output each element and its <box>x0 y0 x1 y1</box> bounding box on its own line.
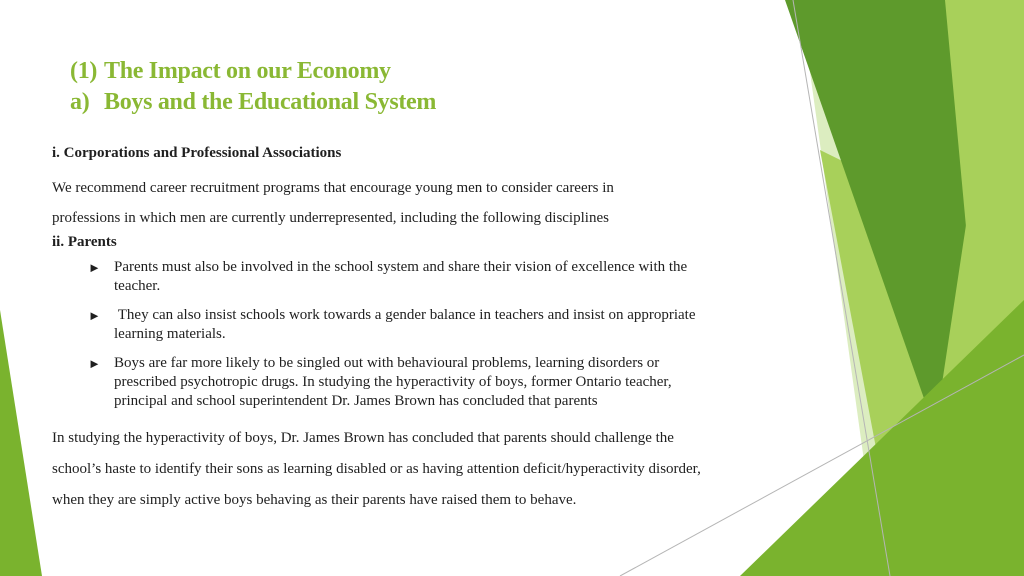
title-line-1 <box>70 56 436 87</box>
title-line-2-text: Boys and the Educational System <box>104 89 437 115</box>
arrow-bullet-icon: ► <box>88 308 101 323</box>
slide-title <box>70 56 436 118</box>
title-line-1-number: (1) <box>70 58 98 84</box>
bullet-line: principal and school superintendent Dr. James Brown has concluded that parents <box>114 393 598 409</box>
bullet-line: Parents must also be involved in the school system and share their vision of excellence with the <box>114 259 688 275</box>
bullet-line: Boys are far more likely to be singled out with behavioural problems, learning disorders or <box>114 355 660 371</box>
paragraph-line: when they are simply active boys behaving as their parents have raised them to behave. <box>52 492 577 508</box>
left-edge-triangle <box>0 310 42 576</box>
list-item <box>52 258 762 296</box>
arrow-bullet-icon: ► <box>88 260 101 275</box>
parents-bullet-list <box>52 258 762 411</box>
title-line-1-text: The Impact on our Economy <box>104 58 391 84</box>
paragraph-line: school’s haste to identify their sons as learning disabled or as having attention deficit/hyperactivity disorder, <box>52 461 701 477</box>
section-i-heading: i. Corporations and Professional Associations <box>52 145 342 161</box>
title-line-2 <box>70 87 436 118</box>
paragraph-line: In studying the hyperactivity of boys, Dr. James Brown has concluded that parents should challenge the <box>52 430 674 446</box>
bullet-line: They can also insist schools work towards a gender balance in teachers and insist on appropriate <box>114 307 696 323</box>
list-item <box>52 354 762 411</box>
title-line-2-number: a) <box>70 89 90 115</box>
bullet-line: teacher. <box>114 278 161 294</box>
bullet-line: prescribed psychotropic drugs. In studying the hyperactivity of boys, former Ontario teacher, <box>114 374 672 390</box>
closing-paragraph <box>52 423 762 516</box>
slide-body <box>52 143 762 516</box>
list-item <box>52 306 762 344</box>
paragraph-line: professions in which men are currently underrepresented, including the following disciplines <box>52 210 609 226</box>
bullet-line: learning materials. <box>114 326 226 342</box>
section-i-paragraph <box>52 173 762 233</box>
paragraph-line: We recommend career recruitment programs that encourage young men to consider careers in <box>52 180 614 196</box>
section-ii-heading: ii. Parents <box>52 234 117 250</box>
arrow-bullet-icon: ► <box>88 356 101 371</box>
